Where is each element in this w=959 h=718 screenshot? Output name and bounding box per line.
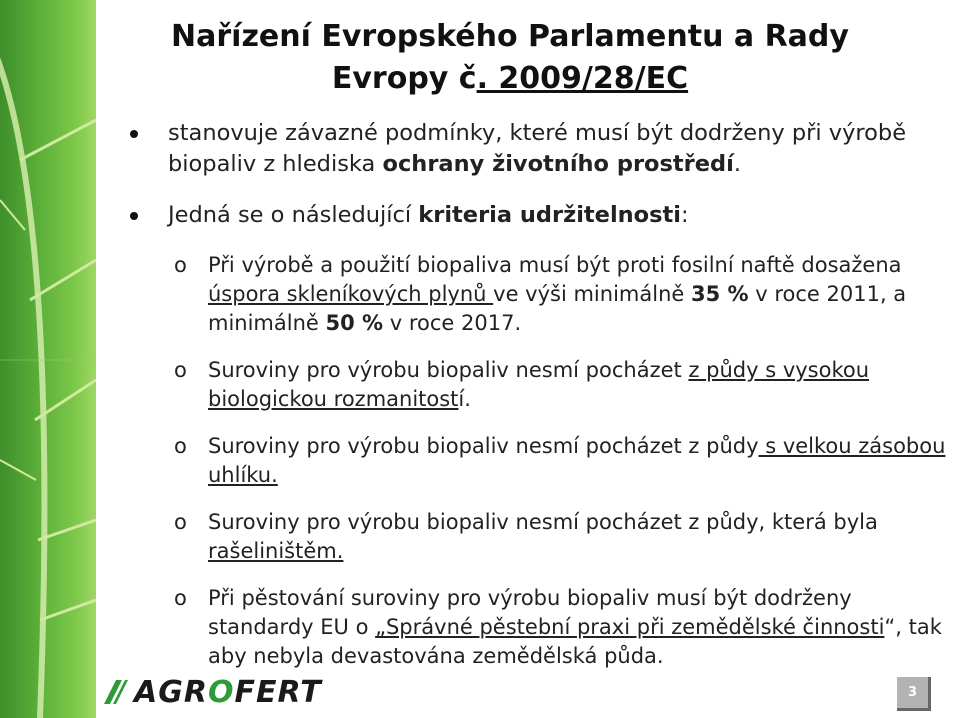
bullet-dot-icon: [130, 212, 138, 220]
agrofert-logo: [104, 674, 322, 710]
bullet-text: stanovuje závazné podmínky, které musí být dodrženy při výrobě biopaliv z hlediska: [168, 120, 907, 177]
sub-underlined-text: s velkou zásobou uhlíku.: [208, 434, 946, 487]
sub-item-agriculture: [130, 584, 950, 671]
sub-item-emissions: [130, 251, 950, 338]
bullet-bold-text: ochrany životního prostředí: [382, 151, 734, 177]
sub-text: Suroviny pro výrobu biopaliv nesmí pocházet z půdy, která byla: [208, 510, 878, 534]
sub-text: v roce 2011, a minimálně: [208, 282, 907, 335]
bullet-text-end: :: [681, 202, 689, 228]
sub-item-carbon: [130, 432, 950, 490]
sub-text: Při výrobě a použití biopaliva musí být proti fosilní naftě dosažena: [208, 253, 902, 277]
sub-bullet-marker: o: [174, 510, 187, 534]
sub-item-biodiversity: [130, 356, 950, 414]
sub-bullet-marker: o: [174, 253, 187, 277]
bullet-item: [130, 200, 950, 231]
slide-title: [110, 16, 910, 100]
sub-underlined-text: rašeliništěm.: [208, 539, 344, 563]
sub-text: “, tak aby nebyla devastována zemědělská půda.: [208, 615, 942, 668]
bullet-item: [130, 118, 950, 180]
title-line-2: [110, 58, 910, 100]
sub-text: Při pěstování suroviny pro výrobu biopaliv musí být dodrženy standardy EU o: [208, 586, 852, 639]
sub-text: Suroviny pro výrobu biopaliv nesmí pocházet: [208, 358, 689, 382]
sub-text: v roce 2017.: [383, 311, 522, 335]
sub-underlined-text: úspora skleníkových plynů: [208, 282, 494, 306]
sub-bullet-marker: o: [174, 586, 187, 610]
logo-text-part: FERT: [234, 674, 322, 710]
leaf-background-image: [0, 0, 96, 718]
bullet-bold-text: kriteria udržitelnosti: [418, 202, 681, 228]
slide-content: [130, 118, 950, 689]
sub-bold-text: 35 %: [690, 282, 749, 306]
logo-text-part: AGR: [134, 674, 208, 710]
sub-bullet-marker: o: [174, 434, 187, 458]
title-line-1: Nařízení Evropského Parlamentu a Rady: [171, 19, 849, 54]
leaf-veins: [0, 0, 96, 718]
logo-text-accent: O: [207, 674, 235, 710]
sub-underlined-text: z půdy s vysokou biologickou rozmanitost: [208, 358, 870, 411]
sub-item-peatland: [130, 508, 950, 566]
title-line-2-underlined: . 2009/28/EC: [476, 61, 689, 96]
bullet-text: Jedná se o následující: [168, 202, 419, 228]
sub-text: ve výši minimálně: [493, 282, 691, 306]
sub-text: í.: [458, 387, 471, 411]
sub-bold-text: 50 %: [325, 311, 384, 335]
logo-text: [134, 675, 322, 710]
logo-stripes-icon: [104, 680, 134, 704]
bullet-dot-icon: [130, 130, 138, 138]
title-line-2-pre: Evropy č: [331, 61, 477, 96]
sub-bullet-marker: o: [174, 358, 187, 382]
sub-text: Suroviny pro výrobu biopaliv nesmí pocházet z půdy: [208, 434, 759, 458]
page-number-badge: 3: [897, 677, 931, 711]
sub-underlined-text: „Správné pěstební praxi při zemědělské činnosti: [375, 615, 885, 639]
bullet-text-end: .: [733, 151, 741, 177]
